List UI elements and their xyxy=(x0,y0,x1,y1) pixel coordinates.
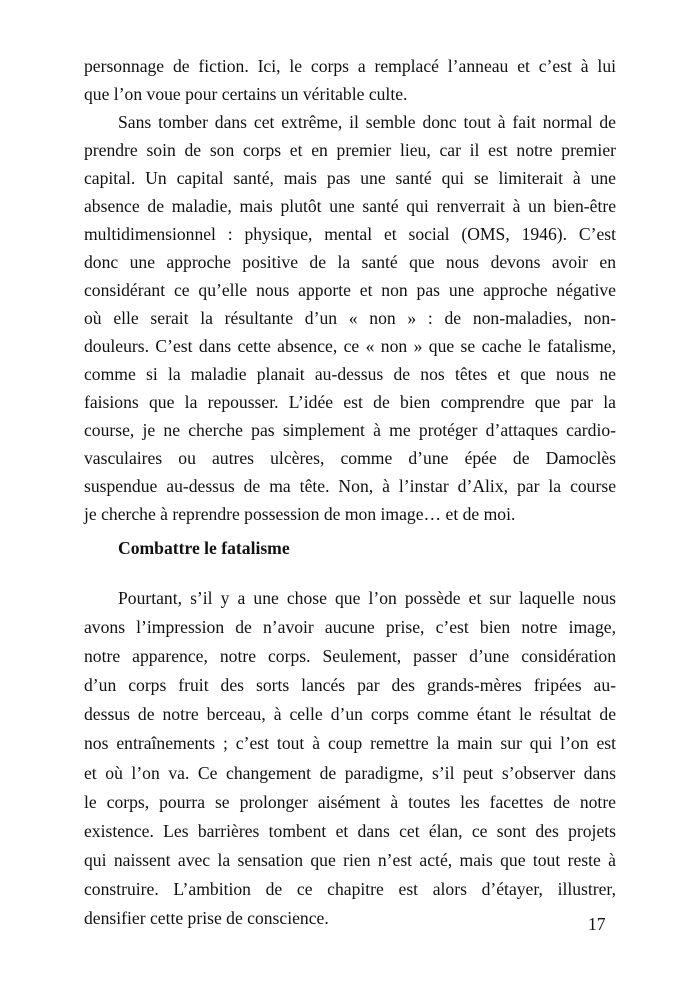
text-line: faisions que la repousser. L’idée est de bien comprendre que par la xyxy=(84,392,616,412)
text-line: je cherche à reprendre possession de mon image… et de moi. xyxy=(84,504,516,524)
text-line: absence de maladie, mais plutôt une santé qui renverrait à un bien-être xyxy=(84,196,616,216)
text-line: vasculaires ou autres ulcères, comme d’une épée de Damoclès xyxy=(84,448,616,468)
text-line: et où l’on va. Ce changement de paradigme, s’il peut s’observer dans xyxy=(84,762,616,783)
text-line: qui naissent avec la sensation que rien n’est acté, mais que tout reste à xyxy=(84,849,616,870)
text-line: considérant ce qu’elle nous apporte et non pas une approche négative xyxy=(84,280,616,300)
text-line: dessus de notre berceau, à celle d’un corps comme étant le résultat de xyxy=(84,704,616,725)
text-line: avons l’impression de n’avoir aucune prise, c’est bien notre image, xyxy=(84,617,616,638)
text-line: course, je ne cherche pas simplement à me protéger d’attaques cardio- xyxy=(84,420,616,440)
text-line: douleurs. C’est dans cette absence, ce « non » que se cache le fatalisme, xyxy=(84,336,616,356)
page-number: 17 xyxy=(588,914,606,934)
text-line: capital. Un capital santé, mais pas une santé qui se limiterait à une xyxy=(84,168,616,188)
text-line: existence. Les barrières tombent et dans cet élan, ce sont des projets xyxy=(84,820,616,841)
text-line: personnage de fiction. Ici, le corps a remplacé l’anneau et c’est à lui xyxy=(84,56,616,76)
section-heading: Combattre le fatalisme xyxy=(118,538,290,558)
text-line: que l’on voue pour certains un véritable culte. xyxy=(84,84,408,104)
text-line: où elle serait la résultante d’un « non » : de non-maladies, non- xyxy=(84,308,616,328)
text-line: notre apparence, notre corps. Seulement, passer d’une considération xyxy=(84,646,616,667)
body-text-section-1 xyxy=(84,52,616,528)
text-line: comme si la maladie planait au-dessus de nos têtes et que nous ne xyxy=(84,364,616,384)
body-text-section-2 xyxy=(84,584,616,933)
text-line: nos entraînements ; c’est tout à coup remettre la main sur qui l’on est xyxy=(84,733,616,754)
text-line: densifier cette prise de conscience. xyxy=(84,908,329,929)
text-line: multidimensionnel : physique, mental et social (OMS, 1946). C’est xyxy=(84,224,616,244)
text-line: construire. L’ambition de ce chapitre est alors d’étayer, illustrer, xyxy=(84,878,616,899)
text-line: prendre soin de son corps et en premier lieu, car il est notre premier xyxy=(84,140,616,160)
text-line: d’un corps fruit des sorts lancés par des grands-mères fripées au- xyxy=(84,675,616,696)
text-line: suspendue au-dessus de ma tête. Non, à l’instar d’Alix, par la course xyxy=(84,476,616,496)
text-line: Sans tomber dans cet extrême, il semble donc tout à fait normal de xyxy=(118,112,616,132)
text-line: le corps, pourra se prolonger aisément à toutes les facettes de notre xyxy=(84,791,616,812)
text-line: donc une approche positive de la santé que nous devons avoir en xyxy=(84,252,616,272)
text-line: Pourtant, s’il y a une chose que l’on possède et sur laquelle nous xyxy=(118,588,616,608)
